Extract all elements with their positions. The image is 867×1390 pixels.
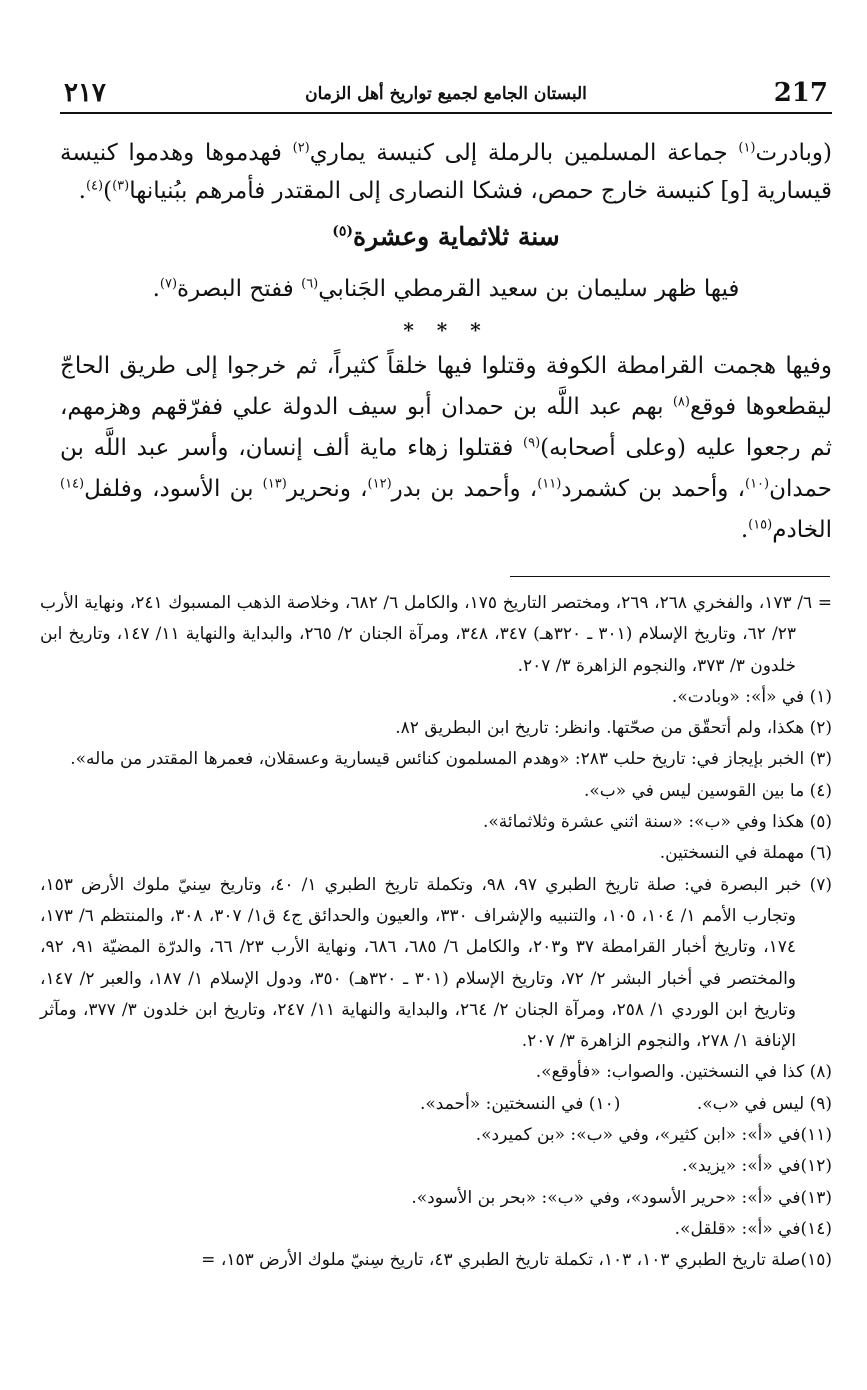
footnote-ref: (٦) xyxy=(301,276,319,292)
footnote-12: (١٢)في «أ»: «يزيد». xyxy=(682,1156,832,1177)
footnote-ref: (١) xyxy=(738,140,756,156)
text-span: ففتح البصرة xyxy=(177,276,302,302)
footnote-ref: (٩) xyxy=(523,435,541,451)
text-span: وفيها هجمت القرامطة الكوفة وقتلوا فيها خلقاً كثيراً، ثم خرجوا إلى طريق الحاجّ ليقطعوها فوقع xyxy=(60,353,832,420)
footnote-1: (١) في «أ»: «وبادت». xyxy=(671,686,832,707)
footnote-rule xyxy=(510,576,830,577)
section-stars: * * * xyxy=(403,318,489,342)
page-number-latin: 217 xyxy=(773,78,828,108)
text-span: الخادم xyxy=(772,517,832,543)
footnote-ref: (١٣) xyxy=(262,476,287,492)
footnote-15: (١٥)صلة تاريخ الطبري ١٠٣، ١٠٣، تكملة تاريخ الطبري ٤٣، تاريخ سِنيّ ملوك الأرض ١٥٣، = xyxy=(201,1250,832,1271)
footnote-ref: (٥) xyxy=(332,223,353,240)
text-span: بهم عبد اللَّه بن حمدان أبو سيف الدولة علي ففرّقهم وهزمهم، ثم رجعوا عليه (وعلى أصحابه) xyxy=(60,394,832,461)
paragraph-2 xyxy=(60,270,832,308)
page-number-arabic: ٢١٧ xyxy=(64,78,106,108)
footnote-ref: (٤) xyxy=(85,178,104,194)
footnote-ref: (١٢) xyxy=(367,476,392,492)
header-rule xyxy=(60,112,832,114)
text-span: ، ونحرير xyxy=(286,476,368,502)
footnote-ref: (١٥) xyxy=(748,517,773,533)
footnote-11: (١١)في «أ»: «ابن كثير»، وفي «ب»: «بن كميرد». xyxy=(475,1125,832,1146)
footnote-7: (٧) خبر البصرة في: صلة تاريخ الطبري ٩٧، ٩٨، وتكملة تاريخ الطبري ١/ ٤٠، وتاريخ سِنيّ ملوك الأرض ١٥٣، وتجارب الأمم ١/ ١٠٤، ١٠٥، والتنبيه والإشراف ٣٣٠، والعيون والحدائق ج٤ ق١/ ٣٠٧، ٣٠٨، والمنتظم ٦/ ١٧٣، ١٧٤، وتاريخ أخبار القرامطة ٣٧ و٢٠٣، والكامل ٦/ ٦٨٥، ٦٨٦، ونهاية الأرب ٢٣/ ٦٦، والدرّة المضيّة ٩١، ٩٢، والمختصر في أخبار البشر ٢/ ٧٢، وتاريخ الإسلام (٣٠١ ـ ٣٢٠هـ) ٣٥٠، ودول الإسلام ١/ ١٨٧، والعبر ٢/ ١٤٧، وتاريخ ابن الوردي ١/ ٢٥٨، ومرآة الجنان ٢/ ٢٦٤، والبداية والنهاية ١١/ ٢٤٧، وتاريخ ابن خلدون ٣/ ٣٧٧، ومآثر الإنافة ١/ ٢٧٨، والنجوم الزاهرة ٣/ ٢٠٧. xyxy=(40,874,832,1052)
footnote-2: (٢) هكذا، ولم أتحقّق من صحّتها. وانظر: تاريخ ابن البطريق ٨٢. xyxy=(395,718,832,739)
footnote-5: (٥) هكذا وفي «ب»: «سنة اثني عشرة وثلاثمائة». xyxy=(483,812,832,833)
footnote-ref: (١٠) xyxy=(745,476,770,492)
text-span: . xyxy=(78,178,86,204)
footnote-ref: (١٤) xyxy=(60,476,85,492)
paragraph-3 xyxy=(60,346,832,551)
text-span: (وبادرت xyxy=(755,140,832,166)
footnote-continuation: = ٦/ ١٧٣، والفخري ٢٦٨، ٢٦٩، ومختصر التاريخ ١٧٥، والكامل ٦/ ٦٨٢، وخلاصة الذهب المسبوك ٢٤١، ونهاية الأرب ٢٣/ ٦٢، وتاريخ الإسلام (٣٠١ ـ ٣٢٠هـ) ٣٤٧، ٣٤٨، ومرآة الجنان ٢/ ٢٦٥، والبداية والنهاية ١١/ ١٤٧، وتاريخ ابن خلدون ٣/ ٣٧٣، والنجوم الزاهرة ٣/ ٢٠٧. xyxy=(40,593,832,676)
text-span: . xyxy=(740,517,749,543)
running-header xyxy=(60,76,832,114)
text-span: فهدموها وهدموا كنيسة قيسارية [و] كنيسة خارج حمص، فشكا النصارى إلى المقتدر فأمرهم ببُنيانها xyxy=(60,140,832,204)
text-span: بن الأسود، وفلفل xyxy=(84,476,263,502)
text-span: ) xyxy=(103,178,113,204)
footnote-ref: (٢) xyxy=(292,140,310,156)
footnote-4: (٤) ما بين القوسين ليس في «ب». xyxy=(583,780,832,801)
text-span: فقتلوا زهاء ماية ألف إنسان، وأسر عبد اللَّه بن حمدان xyxy=(60,435,832,502)
footnote-9: (٩) ليس في «ب». xyxy=(696,1093,832,1114)
footnotes-9-10 xyxy=(40,1089,832,1120)
footnote-ref: (٣) xyxy=(112,178,130,194)
text-span: ، وأحمد بن بدر xyxy=(391,476,538,502)
footnote-14: (١٤)في «أ»: «قلقل». xyxy=(674,1218,832,1239)
year-heading xyxy=(60,222,832,251)
heading-text: سنة ثلاثماية وعشرة xyxy=(353,222,560,251)
text-span: . xyxy=(152,276,160,302)
footnote-10: (١٠) في النسختين: «أحمد». xyxy=(420,1093,621,1114)
text-span: جماعة المسلمين بالرملة إلى كنيسة يماري xyxy=(309,140,739,166)
paragraph-1 xyxy=(60,134,832,210)
text-span: ، وأحمد بن كشمرد xyxy=(561,476,745,502)
footnote-6: (٦) مهملة في النسختين. xyxy=(659,843,832,864)
footnote-ref: (٨) xyxy=(672,394,690,410)
footnote-8: (٨) كذا في النسختين. والصواب: «فأوقع». xyxy=(535,1062,832,1083)
footnote-ref: (١١) xyxy=(537,476,562,492)
footnotes xyxy=(40,588,832,1277)
footnote-3: (٣) الخبر بإيجاز في: تاريخ حلب ٢٨٣: «وهدم المسلمون كنائس قيسارية وعسقلان، فعمرها المقتدر من ماله». xyxy=(70,749,832,770)
footnote-ref: (٧) xyxy=(159,276,178,292)
text-span: فيها ظهر سليمان بن سعيد القرمطي الجَنابي xyxy=(318,276,740,302)
running-title: البستان الجامع لجميع تواريخ أهل الزمان xyxy=(305,84,587,104)
footnote-13: (١٣)في «أ»: «حرير الأسود»، وفي «ب»: «بحر بن الأسود». xyxy=(411,1187,832,1208)
